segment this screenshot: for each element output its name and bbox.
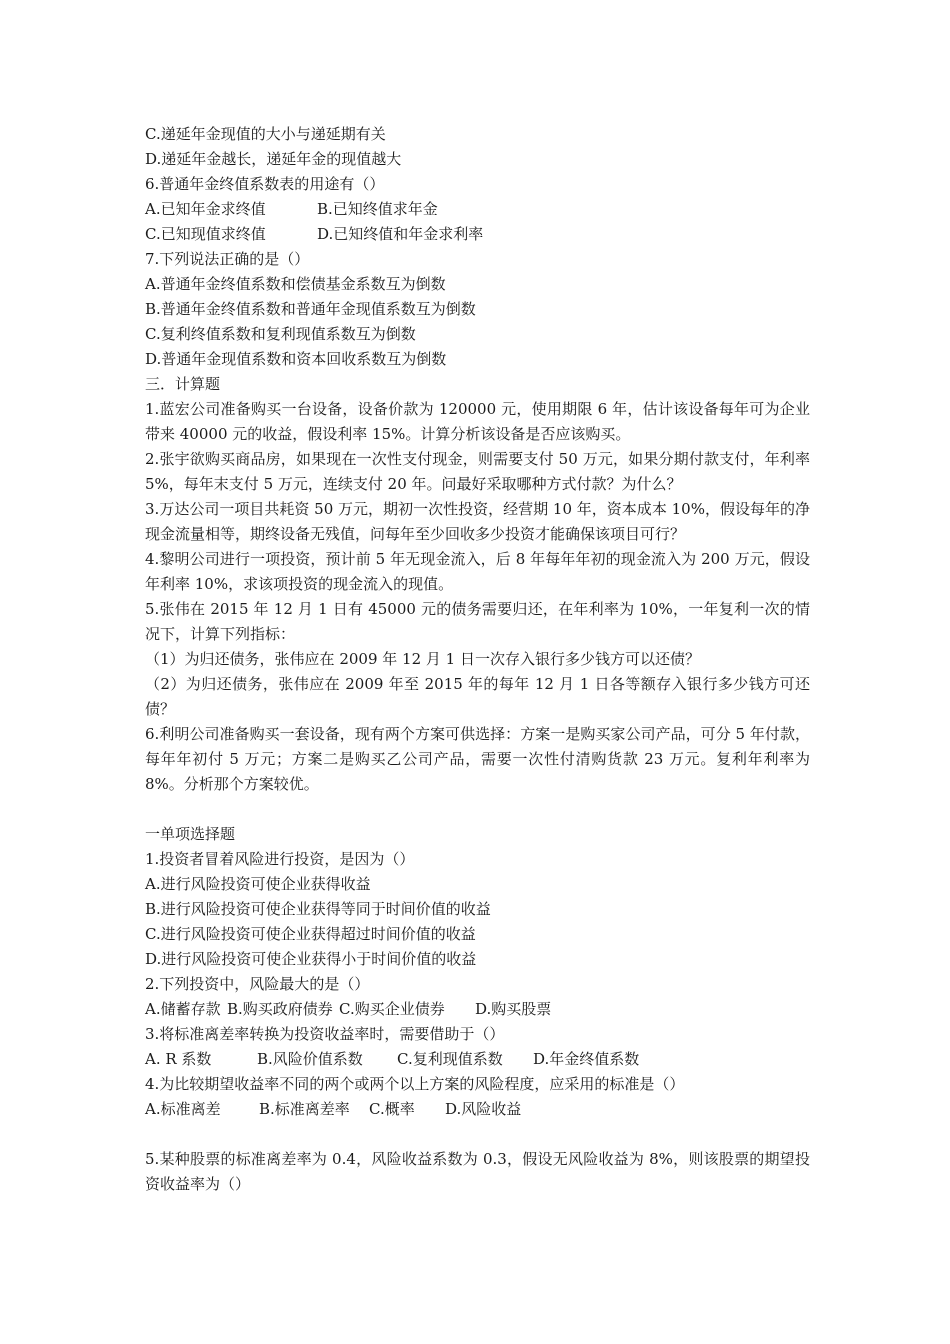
calc-question-6: 6.利明公司准备购买一套设备，现有两个方案可供选择：方案一是购买家公司产品，可分 5 年付款，每年年初付 5 万元；方案二是购买乙公司产品，需要一次性付清购货款 23 万元。复利年利率为 8%。分析那个方案较优。	[145, 725, 810, 793]
option-line: D.进行风险投资可使企业获得小于时间价值的收益	[145, 950, 477, 968]
option-line: C.复利终值系数和复利现值系数互为倒数	[145, 325, 416, 343]
q6-option-a: A.已知年金求终值	[145, 200, 266, 218]
option-line: B.进行风险投资可使企业获得等同于时间价值的收益	[145, 900, 491, 918]
question-stem: 7.下列说法正确的是（）	[145, 250, 310, 268]
q3-option-b: B.风险价值系数	[257, 1050, 363, 1068]
q2-options-row	[145, 997, 810, 1022]
q6-options-row-1	[145, 197, 810, 222]
calc-question-5: 5.张伟在 2015 年 12 月 1 日有 45000 元的债务需要归还，在年利率为 10%，一年复利一次的情况下，计算下列指标：	[145, 600, 810, 643]
q3-option-d: D.年金终值系数	[533, 1050, 640, 1068]
option-line: B.普通年金终值系数和普通年金现值系数互为倒数	[145, 300, 476, 318]
q3-options-row	[145, 1047, 810, 1072]
q2-option-a: A.储蓄存款	[145, 1000, 221, 1018]
question-stem: 1.投资者冒着风险进行投资，是因为（）	[145, 850, 415, 868]
q2-option-b: B.购买政府债券	[227, 1000, 333, 1018]
blank-line	[145, 797, 810, 822]
q6-option-c: C.已知现值求终值	[145, 225, 266, 243]
q4-option-a: A.标准离差	[145, 1100, 221, 1118]
q4-option-d: D.风险收益	[445, 1100, 522, 1118]
option-line: D.递延年金越长，递延年金的现值越大	[145, 150, 402, 168]
question-stem: 4.为比较期望收益率不同的两个或两个以上方案的风险程度，应采用的标准是（）	[145, 1075, 685, 1093]
blank-line	[145, 1122, 810, 1147]
q2-option-c: C.购买企业债券	[339, 1000, 445, 1018]
option-line: A.进行风险投资可使企业获得收益	[145, 875, 371, 893]
q4-option-c: C.概率	[369, 1100, 415, 1118]
question-stem: 6.普通年金终值系数表的用途有（）	[145, 175, 385, 193]
q4-options-row	[145, 1097, 810, 1122]
q4-option-b: B.标准离差率	[259, 1100, 350, 1118]
question-stem-5: 5.某种股票的标准离差率为 0.4，风险收益系数为 0.3，假设无风险收益为 8%，则该股票的期望投资收益率为（）	[145, 1150, 810, 1193]
option-line: A.普通年金终值系数和偿债基金系数互为倒数	[145, 275, 446, 293]
calc-question-5-part-2: （2）为归还债务，张伟应在 2009 年至 2015 年的每年 12 月 1 日各等额存入银行多少钱方可还债？	[145, 675, 810, 718]
document-body	[145, 122, 810, 1197]
section-heading-calculation: 三．计算题	[145, 375, 221, 393]
calc-question-3: 3.万达公司一项目共耗资 50 万元，期初一次性投资，经营期 10 年，资本成本 10%，假设每年的净现金流量相等，期终设备无残值，问每年至少回收多少投资才能确保该项目可行？	[145, 500, 810, 543]
q6-option-b: B.已知终值求年金	[317, 200, 438, 218]
calc-question-4: 4.黎明公司进行一项投资，预计前 5 年无现金流入，后 8 年每年年初的现金流入为 200 万元，假设年利率 10%，求该项投资的现金流入的现值。	[145, 550, 810, 593]
option-line: D.普通年金现值系数和资本回收系数互为倒数	[145, 350, 447, 368]
calc-question-5-part-1: （1）为归还债务，张伟应在 2009 年 12 月 1 日一次存入银行多少钱方可以还债？	[145, 650, 700, 668]
option-line: C.进行风险投资可使企业获得超过时间价值的收益	[145, 925, 476, 943]
q2-option-d: D.购买股票	[475, 1000, 552, 1018]
section-heading-single-choice: 一单项选择题	[145, 825, 236, 843]
q3-option-a: A. R 系数	[145, 1050, 212, 1068]
q6-options-row-2	[145, 222, 810, 247]
calc-question-1: 1.蓝宏公司准备购买一台设备，设备价款为 120000 元，使用期限 6 年，估计该设备每年可为企业带来 40000 元的收益，假设利率 15%。计算分析该设备是否应该购买。	[145, 400, 810, 443]
calc-question-2: 2.张宇欲购买商品房，如果现在一次性支付现金，则需要支付 50 万元，如果分期付款支付，年利率 5%，每年末支付 5 万元，连续支付 20 年。问最好采取哪种方式付款？为什么？	[145, 450, 810, 493]
question-stem: 3.将标准离差率转换为投资收益率时，需要借助于（）	[145, 1025, 505, 1043]
q6-option-d: D.已知终值和年金求利率	[317, 225, 484, 243]
question-stem: 2.下列投资中，风险最大的是（）	[145, 975, 370, 993]
option-line: C.递延年金现值的大小与递延期有关	[145, 125, 386, 143]
q3-option-c: C.复利现值系数	[397, 1050, 503, 1068]
